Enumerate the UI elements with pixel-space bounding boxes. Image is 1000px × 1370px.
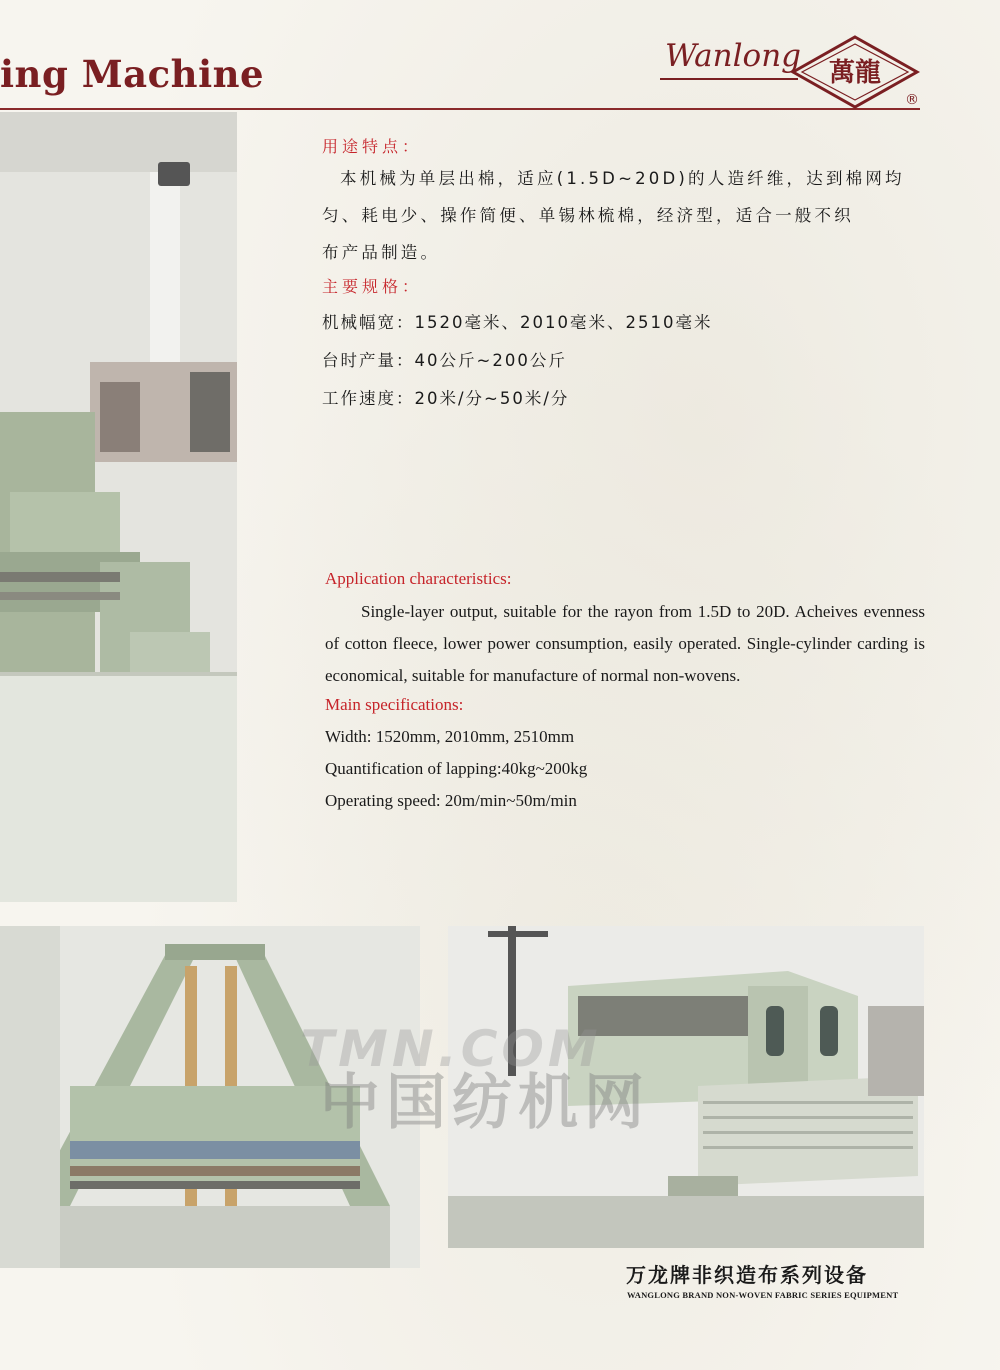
machine-photo-illustration xyxy=(0,112,237,902)
page-title: ing Machine xyxy=(0,52,265,96)
footer-cn-caption: 万龙牌非织造布系列设备 xyxy=(626,1263,868,1287)
header-divider xyxy=(0,108,920,110)
watermark-cn: 中国纺机网 xyxy=(320,1068,650,1138)
watermark-latin: TMN.COM xyxy=(300,1020,602,1078)
en-spec-width: Width: 1520mm, 2010mm, 2510mm xyxy=(325,727,575,746)
footer-en-caption: WANGLONG BRAND NON-WOVEN FABRIC SERIES EQUIPMENT xyxy=(627,1290,899,1300)
cn-usage-line: 布产品制造。 xyxy=(322,243,441,262)
front-view-illustration xyxy=(0,926,420,1268)
cn-spec-output: 台时产量：40公斤~200公斤 xyxy=(322,351,567,370)
side-view-illustration xyxy=(448,926,924,1248)
en-application-heading: Application characteristics: xyxy=(325,569,512,588)
en-spec-output: Quantification of lapping:40kg~200kg xyxy=(325,759,588,778)
en-application-text: Single-layer output, suitable for the rayon from 1.5D to 20D. Acheives evenness of cotton fleece, lower power consumption, easily operated. Single-cylinder carding is economical, suitable for manufacture of normal non-wovens. xyxy=(325,602,925,685)
brand-logo-icon xyxy=(790,34,920,110)
cn-usage-line: 匀、耗电少、操作简便、单锡林梳棉，经济型，适合一般不织 xyxy=(322,206,854,225)
en-spec-heading: Main specifications: xyxy=(325,695,464,714)
cn-spec-speed: 工作速度：20米/分~50米/分 xyxy=(322,389,570,408)
cn-usage-text xyxy=(322,160,932,271)
machine-photo-side xyxy=(448,926,924,1248)
registered-mark: ® xyxy=(905,92,919,108)
brand-wordmark: Wanlong xyxy=(665,38,802,74)
cn-spec-heading: 主要规格： xyxy=(322,277,423,296)
brand-underline xyxy=(660,78,798,80)
cn-usage-line: 本机械为单层出棉，适应(1.5D~20D)的人造纤维，达到棉网均 xyxy=(340,169,905,188)
cn-usage-heading: 用途特点： xyxy=(322,137,423,156)
brand-logo-text: 萬龍 xyxy=(828,58,882,88)
en-spec-speed: Operating speed: 20m/min~50m/min xyxy=(325,791,577,810)
cn-spec-width: 机械幅宽：1520毫米、2010毫米、2510毫米 xyxy=(322,313,713,332)
machine-photo-front xyxy=(0,926,420,1268)
machine-photo-main xyxy=(0,112,237,902)
